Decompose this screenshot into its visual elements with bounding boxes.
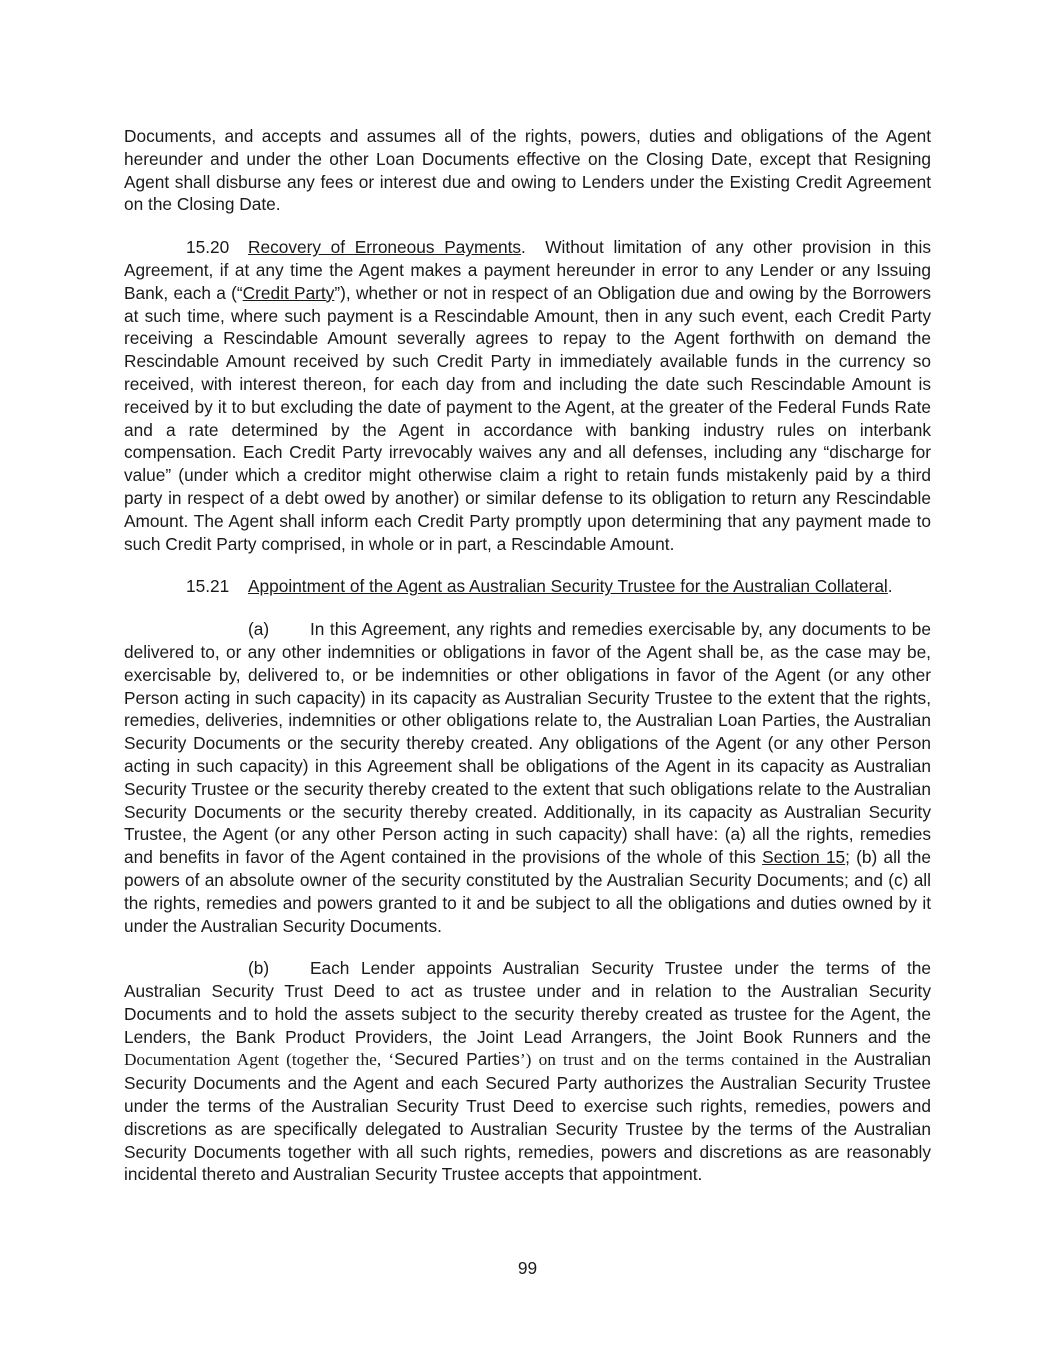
subsection-b-letter: (b) <box>248 958 270 979</box>
section-15-20-heading-end: . <box>521 237 526 258</box>
subsection-b-serif-a: Documentation Agent (together the, ‘ <box>124 1050 395 1070</box>
section-15-21 <box>124 575 931 598</box>
intro-text: Documents, and accepts and assumes all of the rights, powers, duties and obligations of the Agent hereunder and under the other Loan Documents effective on the Closing Date, except that Resigning Agent shall disburse any fees or interest due and owing to Lenders under the Existing Credit Agreement on the Closing Date. <box>124 126 931 215</box>
section-15-20-number: 15.20 <box>186 237 230 258</box>
subsection-a-body-b: ; (b) all the powers of an absolute owner of the security constituted by the Australian Security Documents; and (c) all the rights, remedies and powers granted to it and be subject to all the obligations and duties owned by it under the Australian Security Documents. <box>124 847 931 936</box>
subsection-b-body-a: Each Lender appoints Australian Security Trustee under the terms of the Australian Security Trust Deed to act as trustee under and in relation to the Australian Security Documents and to hold the assets subject to the security thereby created as trustee for the Agent, the Lenders, the Bank Product Providers, the Joint Lead Arrangers, the Joint Book Runners and the <box>124 958 931 1047</box>
credit-party-term: Credit Party <box>242 282 335 303</box>
document-page <box>124 125 931 1206</box>
subsection-b <box>124 957 931 1186</box>
secured-parties-term: Secured Parties <box>394 1049 520 1070</box>
subsection-a <box>124 618 931 937</box>
section-15-reference: Section 15 <box>762 847 846 868</box>
section-15-21-number: 15.21 <box>186 576 230 597</box>
section-15-20-body-b: ”), whether or not in respect of an Obligation due and owing by the Borrowers at such time, where such payment is a Rescindable Amount, then in any such event, each Credit Party receiving a Rescindable Amount severally agrees to repay to the Agent forthwith on demand the Rescindable Amount received by such Credit Party in immediately available funds in the currency so received, with interest thereon, for each day from and including the date such Rescindable Amount is received by it to but excluding the date of payment to the Agent, at the greater of the Federal Funds Rate and a rate determined by the Agent in accordance with banking industry rules on interbank compensation. Each Credit Party irrevocably waives any and all defenses, including any “discharge for value” (under which a creditor might otherwise claim a right to retain funds mistakenly paid by a third party in respect of a debt owed by another) or similar defense to its obligation to return any Rescindable Amount. The Agent shall inform each Credit Party promptly upon determining that any payment made to such Credit Party comprised, in whole or in part, a Rescindable Amount. <box>124 282 932 554</box>
subsection-a-body-a: In this Agreement, any rights and remedies exercisable by, any documents to be delivered to, or any other indemnities or obligations in favor of the Agent shall be, as the case may be, exercisable by, delivered to, or be indemnities or other obligations in favor of the Agent (or any other Person acting in such capacity) in its capacity as Australian Security Trustee to the extent that the rights, remedies, deliveries, indemnities or other obligations relate to, the Australian Loan Parties, the Australian Security Documents or the security thereby created. Any obligations of the Agent (or any other Person acting in such capacity) in this Agreement shall be obligations of the Agent in its capacity as Australian Security Trustee or the security thereby created to the extent that such obligations relate to the Australian Security Documents or the security thereby created. Additionally, in its capacity as Australian Security Trustee, the Agent (or any other Person acting in such capacity) shall have: (a) all the rights, remedies and benefits in favor of the Agent contained in the provisions of the whole of this <box>124 619 931 868</box>
section-15-20 <box>124 236 931 555</box>
page-number: 99 <box>517 1258 538 1278</box>
section-15-20-body-a: Without limitation of any other provision in this Agreement, if at any time the Agent makes a payment hereunder in error to any Lender or any Issuing Bank, each a (“ <box>124 237 932 303</box>
subsection-b-body-b: Australian Security Documents and the Agent and each Secured Party authorizes the Australian Security Trustee under the terms of the Australian Security Trust Deed to exercise such rights, remedies, powers and discretions as are specifically delegated to Australian Security Trustee by the terms of the Australian Security Documents together with all such rights, remedies, powers and discretions as are reasonably incidental thereto and Australian Security Trustee accepts that appointment. <box>124 1049 931 1185</box>
section-15-20-heading: Recovery of Erroneous Payments <box>248 237 522 258</box>
subsection-b-serif-b: ’) on trust and on the terms contained in the <box>519 1050 848 1070</box>
section-15-21-heading-end: . <box>887 576 893 597</box>
intro-paragraph <box>124 125 931 216</box>
section-15-21-heading: Appointment of the Agent as Australian Security Trustee for the Australian Collateral <box>248 576 888 597</box>
subsection-a-letter: (a) <box>248 619 270 640</box>
